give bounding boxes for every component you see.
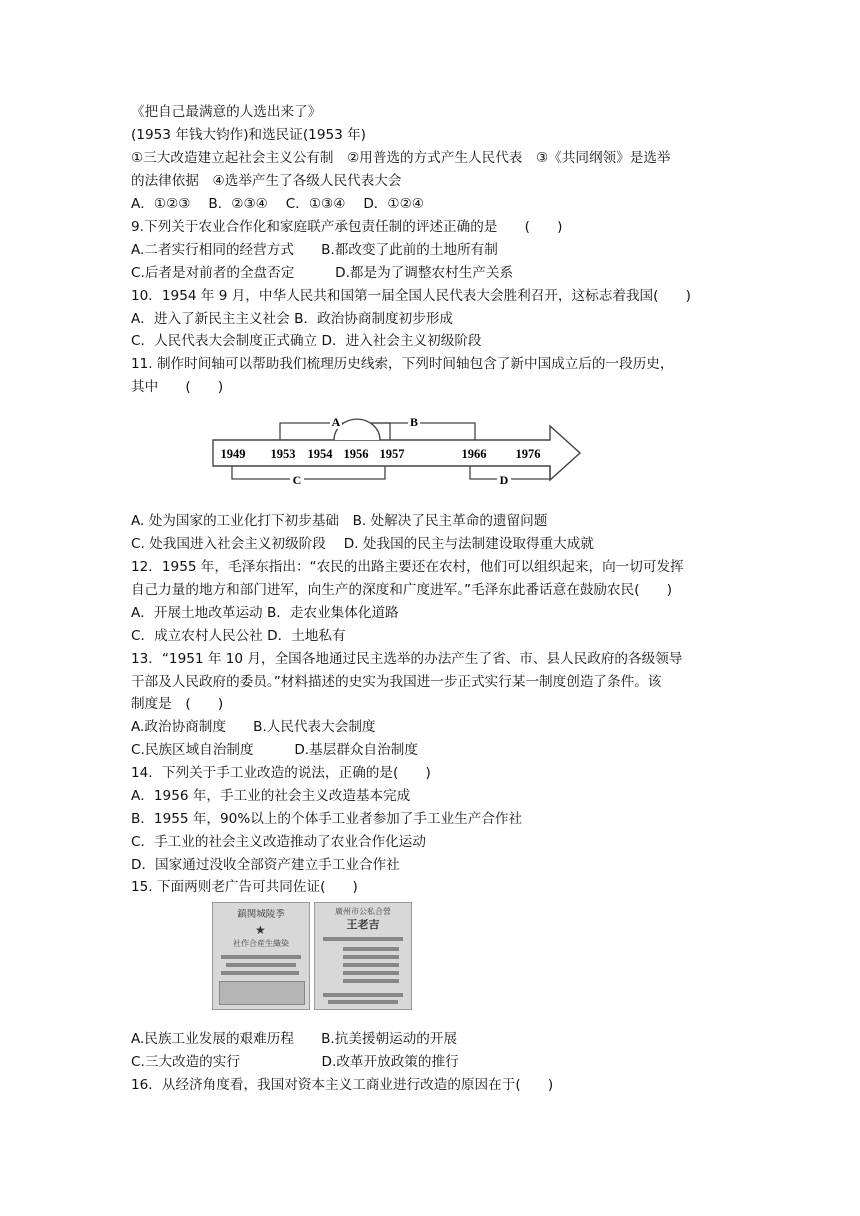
text-line: 干部及人民政府的委员。”材料描述的史实为我国进一步正式实行某一制度创造了条件。该 (131, 674, 662, 690)
timeline-label-b: B (409, 415, 419, 429)
answer-options: A.民族工业发展的艰难历程 B.抗美援朝运动的开展 (131, 1031, 458, 1047)
text-line: 制度是 ( ) (131, 696, 224, 712)
timeline-year: 1976 (515, 447, 541, 461)
answer-option-c: C．手工业的社会主义改造推动了农业合作化运动 (131, 834, 426, 850)
answer-options: C.民族区域自治制度 D.基层群众自治制度 (131, 742, 418, 758)
text-line: ①三大改造建立起社会主义公有制 ②用普选的方式产生人民代表 ③《共同纲领》是选举 (131, 150, 671, 166)
question-12: 12．1955 年，毛泽东指出：“农民的出路主要还在农村，他们可以组织起来，向一切可发挥 (131, 559, 684, 575)
question-9: 9.下列关于农业合作化和家庭联产承包责任制的评述正确的是 ( ) (131, 219, 563, 235)
ad-right-title: 王老吉 (346, 919, 380, 931)
answer-options: A. 处为国家的工业化打下初步基础 B. 处解决了民主革命的遗留问题 (131, 513, 548, 529)
question-16: 16．从经济角度看，我国对资本主义工商业进行改造的原因在于( ) (131, 1077, 554, 1093)
timeline-figure (210, 410, 590, 492)
timeline-label-c: C (292, 473, 302, 487)
timeline-label-a: A (331, 415, 341, 429)
timeline-year: 1953 (270, 447, 296, 461)
advertisement-left (212, 902, 310, 1010)
timeline-year: 1954 (307, 447, 333, 461)
timeline-label-d: D (499, 473, 509, 487)
old-advertisements-image (212, 902, 412, 1010)
answer-options: A.二者实行相同的经营方式 B.都改变了此前的土地所有制 (131, 242, 498, 258)
answer-options: A．进入了新民主主义社会 B．政治协商制度初步形成 (131, 311, 454, 327)
answer-options: C. 处我国进入社会主义初级阶段 D. 处我国的民主与法制建设取得重大成就 (131, 536, 594, 552)
ad-left-sub: 社作合産生織染 (233, 939, 289, 948)
question-14: 14．下列关于手工业改造的说法，正确的是( ) (131, 765, 431, 781)
timeline-year: 1956 (343, 447, 369, 461)
question-15: 15. 下面两则老广告可共同佐证( ) (131, 879, 358, 895)
answer-options: A.政治协商制度 B.人民代表大会制度 (131, 719, 376, 735)
advertisement-right (314, 902, 412, 1010)
timeline-year: 1966 (461, 447, 487, 461)
text-line: 《把自己最满意的人选出来了》 (131, 104, 322, 120)
text-line: 的法律依据 ④选举产生了各级人民代表大会 (131, 173, 402, 189)
ad-left-title: 鎮関城陵季 (237, 909, 285, 920)
answer-options: A．开展土地改革运动 B．走农业集体化道路 (131, 605, 399, 621)
answer-options: C．人民代表大会制度正式确立 D．进入社会主义初级阶段 (131, 333, 482, 349)
answer-options: A．①②③ B．②③④ C．①③④ D．①②④ (131, 196, 424, 212)
answer-option-b: B．1955 年，90%以上的个体手工业者参加了手工业生产合作社 (131, 811, 523, 827)
star-icon: ★ (255, 923, 266, 937)
answer-option-a: A．1956 年，手工业的社会主义改造基本完成 (131, 788, 411, 804)
text-line: (1953 年钱大钧作)和选民证(1953 年) (131, 127, 366, 143)
text-line: 自己力量的地方和部门进军，向生产的深度和广度进军。”毛泽东此番话意在鼓励农民( ) (131, 582, 673, 598)
answer-options: C．成立农村人民公社 D．土地私有 (131, 628, 346, 644)
question-10: 10．1954 年 9 月，中华人民共和国第一届全国人民代表大会胜利召开，这标志着我国( ) (131, 288, 691, 304)
question-13: 13．“1951 年 10 月，全国各地通过民主选举的办法产生了省、市、县人民政府的各级领导 (131, 651, 683, 667)
question-11: 11. 制作时间轴可以帮助我们梳理历史线索，下列时间轴包含了新中国成立后的一段历史， (131, 356, 674, 372)
answer-option-d: D．国家通过没收全部资产建立手工业合作社 (131, 857, 400, 873)
timeline-year: 1957 (379, 447, 405, 461)
answer-options: C.三大改造的实行 D.改革开放政策的推行 (131, 1054, 459, 1070)
ad-right-top: 廣州市公私合營 (335, 907, 391, 916)
answer-options: C.后者是对前者的全盘否定 D.都是为了调整农村生产关系 (131, 265, 514, 281)
timeline-year: 1949 (220, 447, 246, 461)
text-line: 其中 ( ) (131, 379, 224, 395)
